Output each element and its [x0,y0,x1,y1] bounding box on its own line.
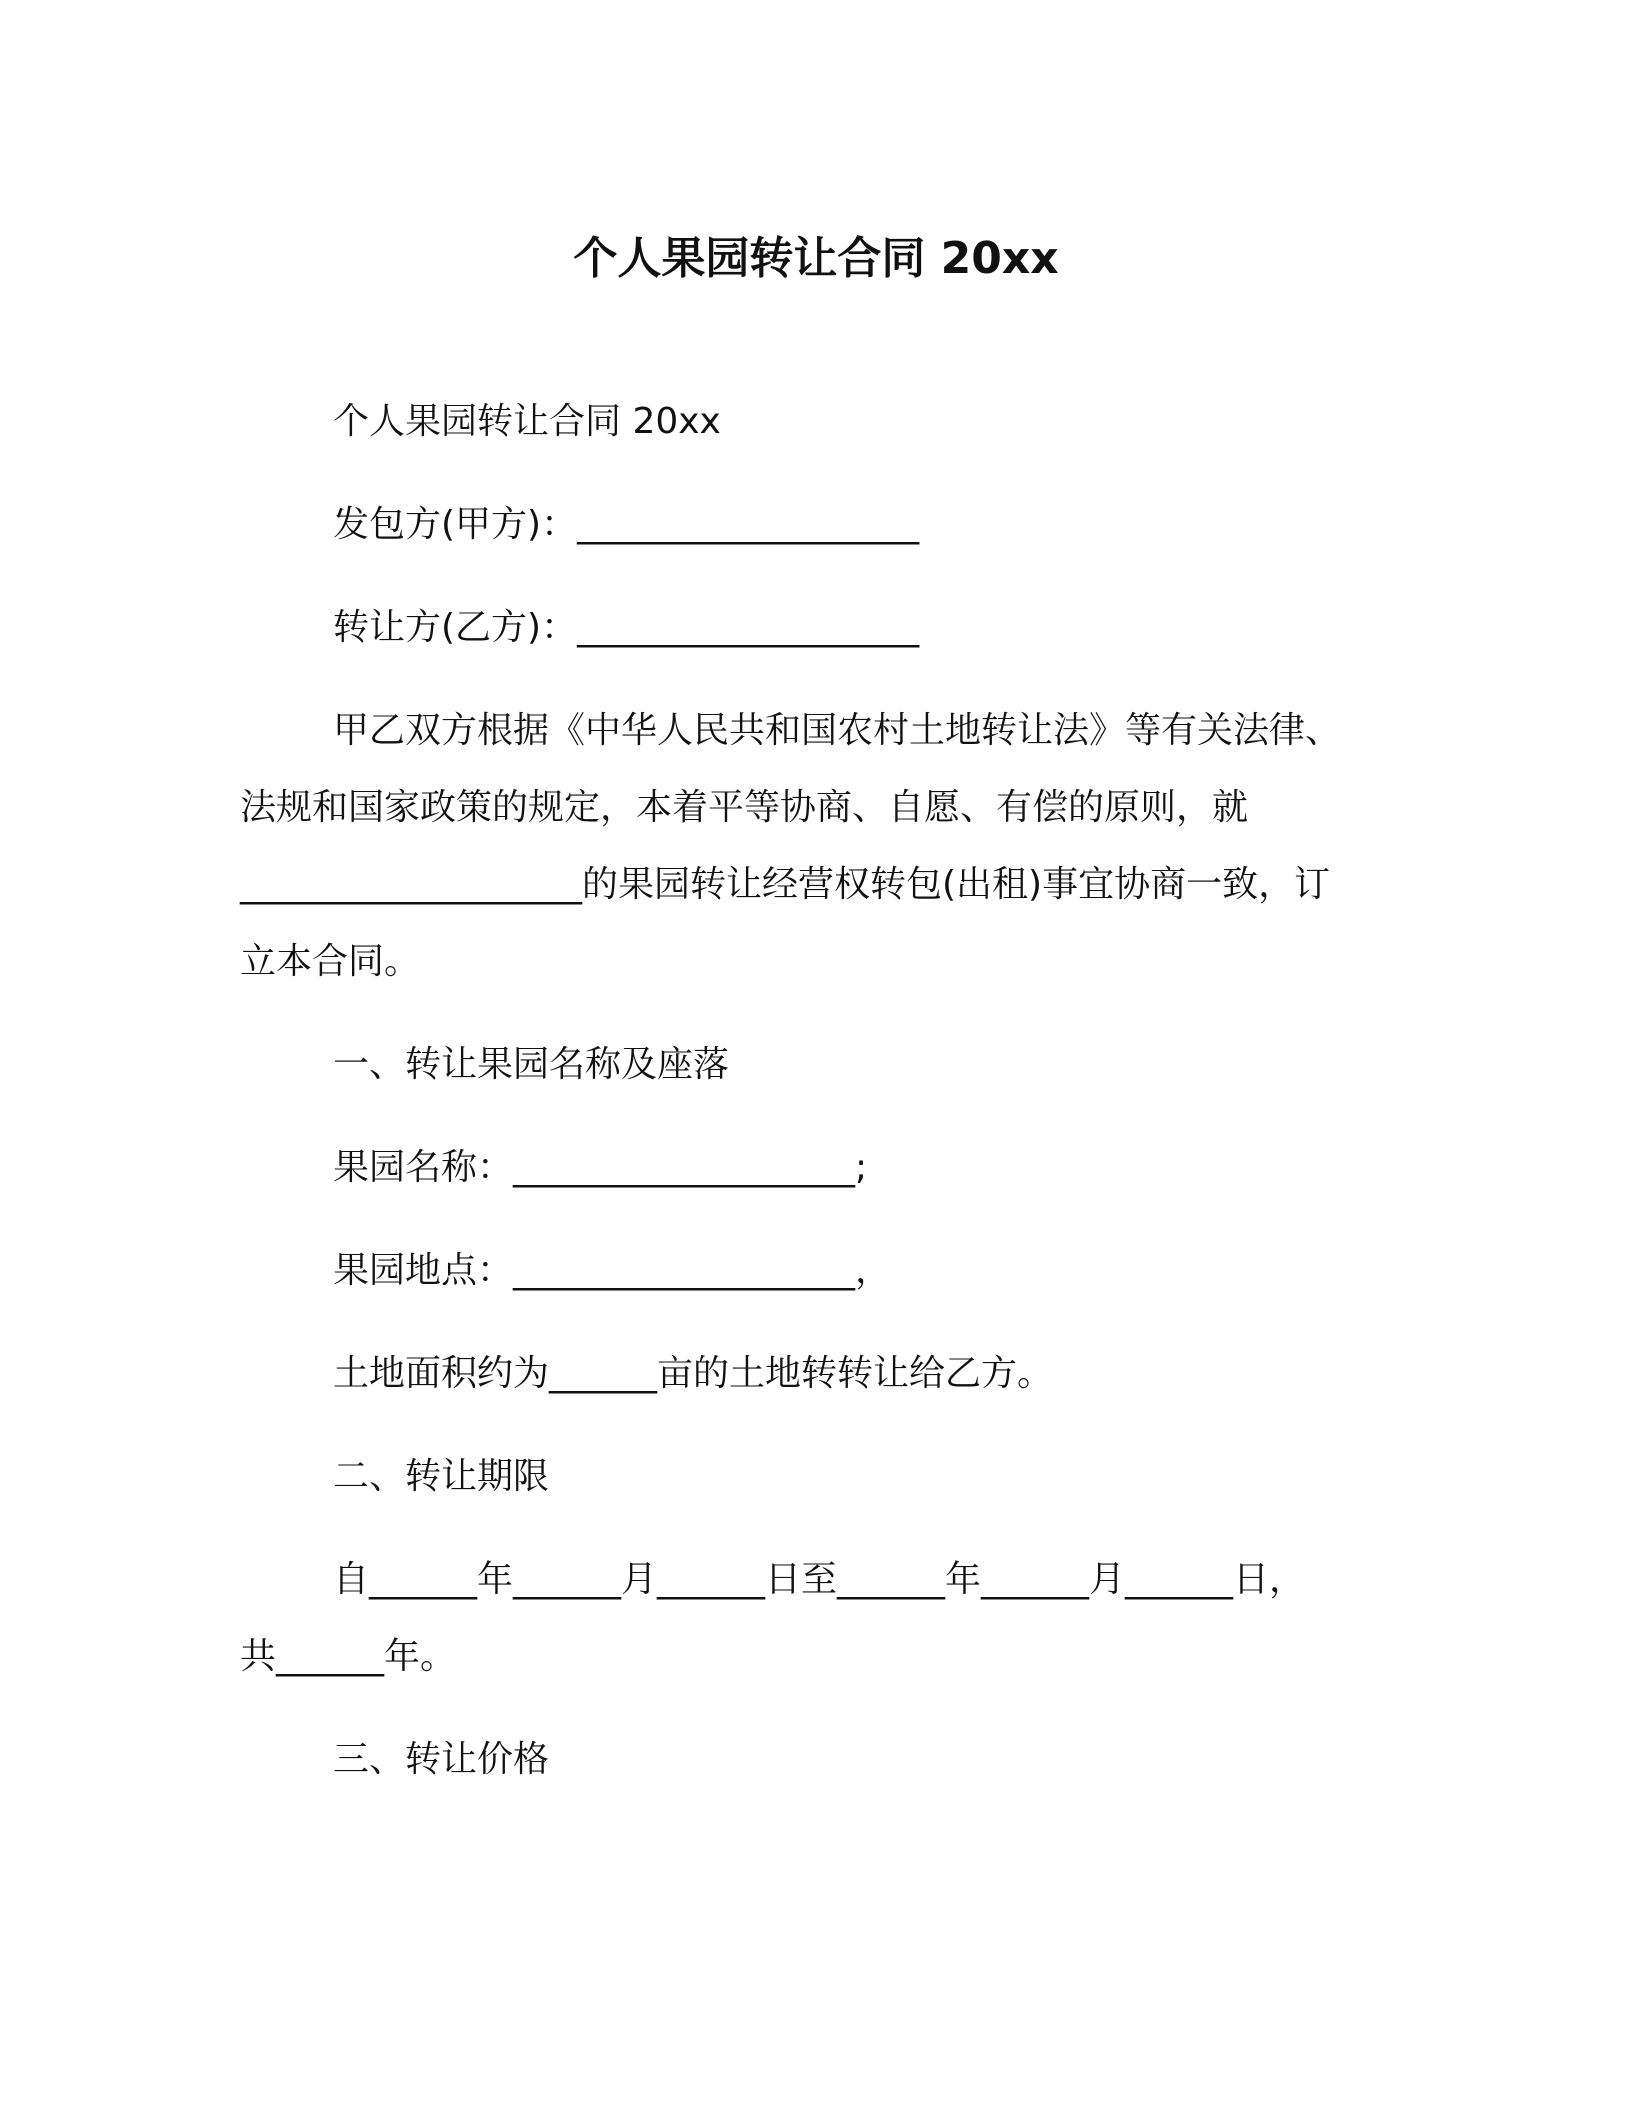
orchard-location-line: 果园地点：___________________， [333,1250,892,1291]
section-1-heading: 一、转让果园名称及座落 [333,1044,730,1085]
land-area-line: 土地面积约为______亩的土地转转让给乙方。 [333,1353,1054,1394]
party-a-line: 发包方(甲方)：___________________ [333,504,920,545]
subtitle-line: 个人果园转让合同 20xx [333,401,721,442]
section-3-heading: 三、转让价格 [333,1739,550,1780]
preamble-line-4: 立本合同。 [240,941,421,982]
preamble-line-1: 甲乙双方根据《中华人民共和国农村土地转让法》等有关法律、 [333,710,1342,751]
preamble-line-2: 法规和国家政策的规定，本着平等协商、自愿、有偿的原则，就 [240,787,1249,828]
section-2-heading: 二、转让期限 [333,1456,550,1497]
preamble-line-3: ___________________的果园转让经营权转包(出租)事宜协商一致，订 [240,864,1331,905]
term-line-1: 自______年______月______日至______年______月______日， [333,1559,1305,1600]
document-title: 个人果园转让合同 20xx [573,233,1059,284]
orchard-name-line: 果园名称：___________________; [333,1147,868,1188]
term-line-2: 共______年。 [240,1636,457,1677]
party-b-line: 转让方(乙方)：___________________ [333,607,920,648]
